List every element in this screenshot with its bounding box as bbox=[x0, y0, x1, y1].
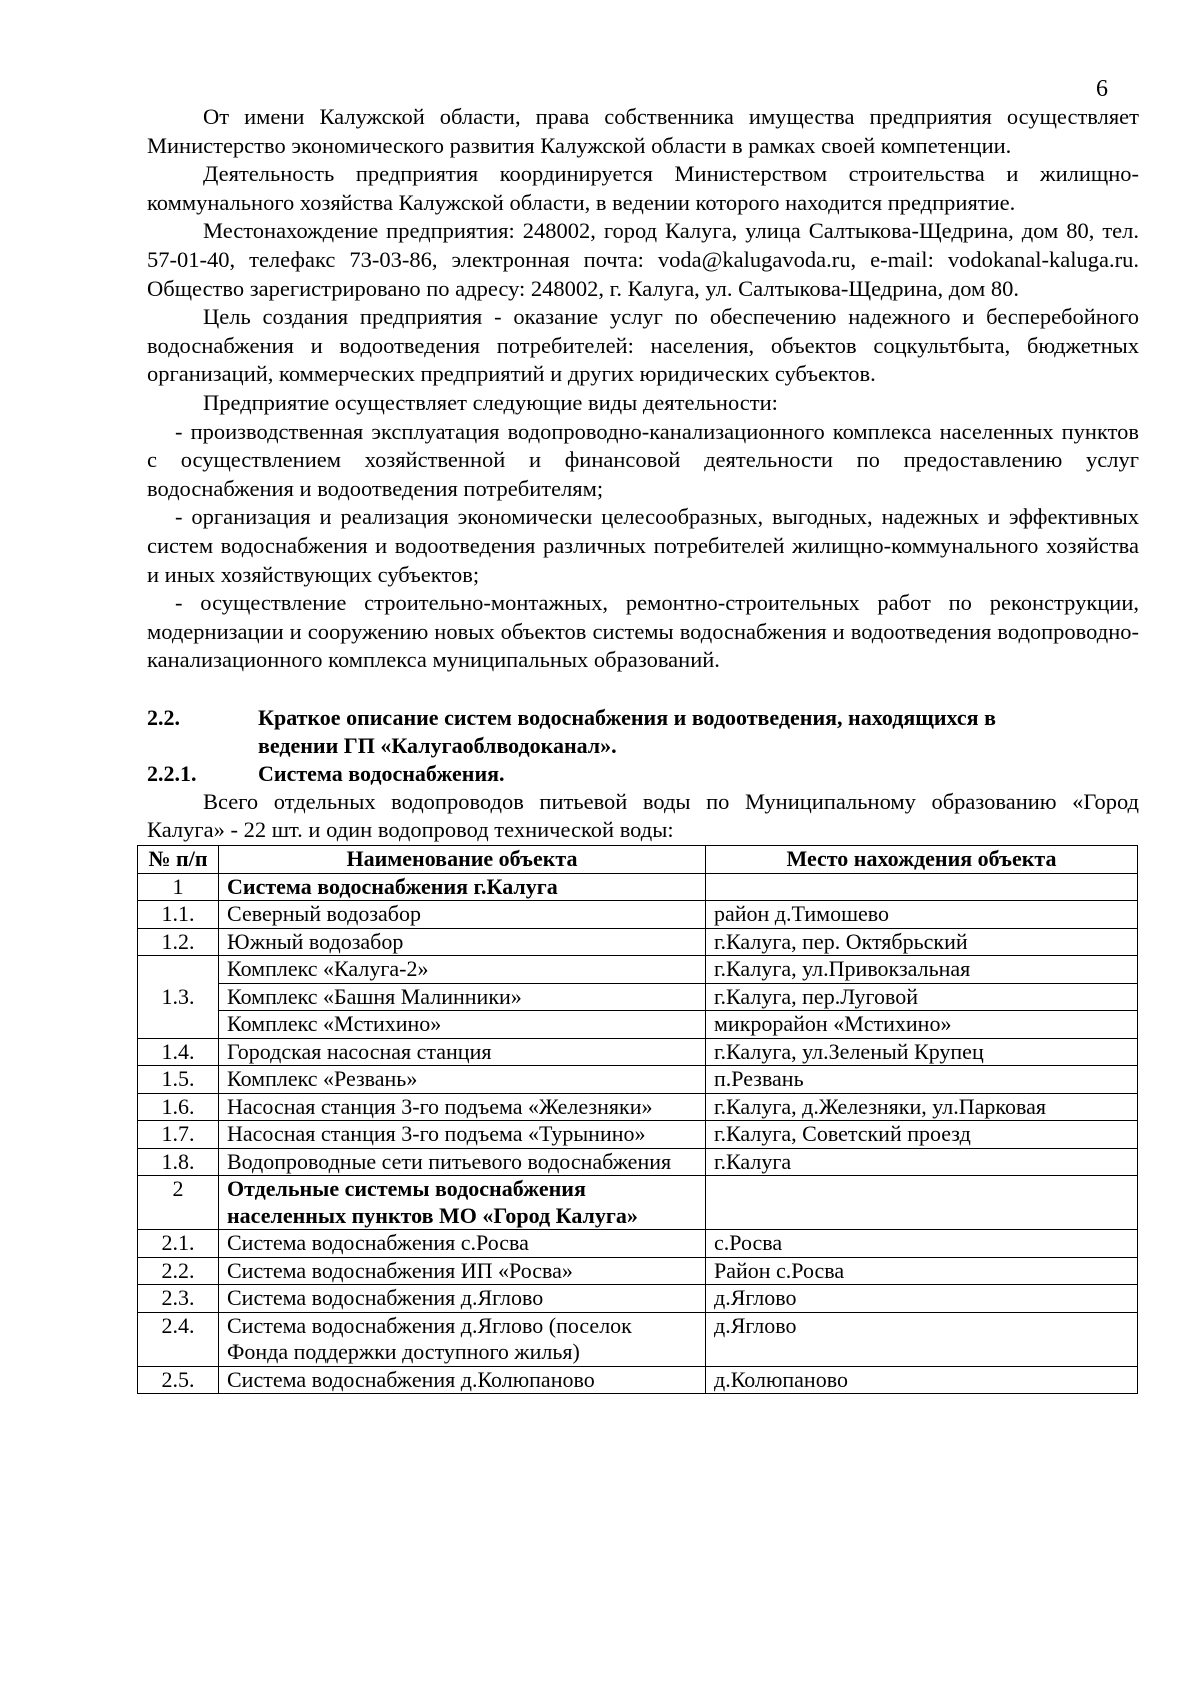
activity-item: - организация и реализация экономически целесообразных, выгодных, надежных и эффективных систем водоснабжения и водоотведения различных потребителей жилищно-коммунального хозяйства и иных хозяйствующих субъектов; bbox=[147, 504, 1139, 587]
header-number: № п/п bbox=[138, 846, 219, 874]
row-number: 1.1. bbox=[138, 901, 219, 929]
activity-item: - производственная эксплуатация водопроводно-канализационного комплекса населенных пунктов с осуществлением хозяйственной и финансовой деятельности по предоставлению услуг водоснабжения и водоотведения потребителям; bbox=[147, 418, 1139, 501]
row-name: Водопроводные сети питьевого водоснабжения bbox=[219, 1148, 706, 1176]
row-number: 2.5. bbox=[138, 1366, 219, 1394]
row-name: Комплекс «Калуга-2» bbox=[219, 956, 706, 984]
table-row bbox=[138, 1093, 1138, 1121]
table-row bbox=[138, 1257, 1138, 1285]
row-place: п.Резвань bbox=[706, 1066, 1138, 1094]
row-number: 1 bbox=[138, 873, 219, 901]
table-intro: Всего отдельных водопроводов питьевой воды по Муниципальному образованию «Город Калуга» - 22 шт. и один водопровод технической воды: bbox=[147, 788, 1139, 843]
row-name: Система водоснабжения с.Росва bbox=[219, 1230, 706, 1258]
row-place: г.Калуга, пер. Октябрьский bbox=[706, 928, 1138, 956]
row-name: Южный водозабор bbox=[219, 928, 706, 956]
row-place: г.Калуга, ул.Зеленый Крупец bbox=[706, 1038, 1138, 1066]
row-place: г.Калуга, ул.Привокзальная bbox=[706, 956, 1138, 984]
paragraph-owner: От имени Калужской области, права собственника имущества предприятия осуществляет Министерство экономического развития Калужской области в рамках своей компетенции. bbox=[147, 104, 1139, 158]
row-number: 1.3. bbox=[138, 956, 219, 1039]
table-row bbox=[138, 1148, 1138, 1176]
table-row bbox=[138, 1230, 1138, 1258]
row-place: г.Калуга, Советский проезд bbox=[706, 1121, 1138, 1149]
section-2-2-heading bbox=[147, 704, 1139, 788]
table-row bbox=[138, 1176, 1138, 1230]
table-row bbox=[138, 901, 1138, 929]
row-number: 1.4. bbox=[138, 1038, 219, 1066]
row-number: 1.8. bbox=[138, 1148, 219, 1176]
section-title-line: ведении ГП «Калугаоблводоканал». bbox=[258, 732, 617, 758]
table-row bbox=[138, 1312, 1138, 1366]
subsection-number: 2.2.1. bbox=[147, 760, 197, 786]
row-place: г.Калуга, д.Железняки, ул.Парковая bbox=[706, 1093, 1138, 1121]
row-name: Система водоснабжения д.Яглово (поселок Фонда поддержки доступного жилья) bbox=[219, 1312, 706, 1366]
paragraph-location: Местонахождение предприятия: 248002, город Калуга, улица Салтыкова-Щедрина, дом 80, тел. 57-01-40, телефакс 73-03-86, электронная почта: voda@kalugavoda.ru, e-mail: vodokanal-kaluga.ru. Общество зарегистрировано по адресу: 248002, г. Калуга, ул. Салтыкова-Щедрина, дом 80. bbox=[147, 218, 1139, 301]
header-name: Наименование объекта bbox=[219, 846, 706, 874]
row-name: Насосная станция 3-го подъема «Железняки» bbox=[219, 1093, 706, 1121]
activity-item: - осуществление строительно-монтажных, ремонтно-строительных работ по реконструкции, модернизации и сооружению новых объектов системы водоснабжения и водоотведения водопроводно-канализационного комплекса муниципальных образований. bbox=[147, 590, 1139, 673]
row-name: Северный водозабор bbox=[219, 901, 706, 929]
row-place bbox=[706, 873, 1138, 901]
row-place: район д.Тимошево bbox=[706, 901, 1138, 929]
row-name: Система водоснабжения д.Яглово bbox=[219, 1285, 706, 1313]
row-name: Комплекс «Башня Малинники» bbox=[219, 983, 706, 1011]
row-name: Насосная станция 3-го подъема «Турынино» bbox=[219, 1121, 706, 1149]
header-place: Место нахождения объекта bbox=[706, 846, 1138, 874]
paragraph-purpose: Цель создания предприятия - оказание услуг по обеспечению надежного и бесперебойного водоснабжения и водоотведения потребителей: населения, объектов соцкультбыта, бюджетных организаций, коммерческих предприятий и других юридических субъектов. bbox=[147, 304, 1139, 387]
subsection-title: Система водоснабжения. bbox=[258, 760, 505, 786]
document-body bbox=[147, 103, 1139, 1394]
row-number: 2.2. bbox=[138, 1257, 219, 1285]
row-name: Система водоснабжения ИП «Росва» bbox=[219, 1257, 706, 1285]
table-header-row bbox=[138, 846, 1138, 874]
table-row bbox=[138, 1285, 1138, 1313]
page-number: 6 bbox=[1096, 76, 1108, 102]
row-name: Система водоснабжения г.Калуга bbox=[219, 873, 706, 901]
row-name: Комплекс «Резвань» bbox=[219, 1066, 706, 1094]
row-place: Район с.Росва bbox=[706, 1257, 1138, 1285]
row-number: 2.3. bbox=[138, 1285, 219, 1313]
row-place: д.Яглово bbox=[706, 1285, 1138, 1313]
row-name: Городская насосная станция bbox=[219, 1038, 706, 1066]
water-supply-table bbox=[137, 845, 1138, 1394]
row-place: д.Колюпаново bbox=[706, 1366, 1138, 1394]
row-number: 2.4. bbox=[138, 1312, 219, 1366]
row-place bbox=[706, 1176, 1138, 1230]
table-row bbox=[138, 983, 1138, 1011]
row-number: 1.5. bbox=[138, 1066, 219, 1094]
table-row bbox=[138, 1038, 1138, 1066]
row-name: Отдельные системы водоснабжения населенных пунктов МО «Город Калуга» bbox=[219, 1176, 706, 1230]
row-number: 2 bbox=[138, 1176, 219, 1230]
section-title bbox=[258, 704, 996, 760]
paragraph-activities-intro: Предприятие осуществляет следующие виды деятельности: bbox=[203, 389, 778, 415]
table-row bbox=[138, 873, 1138, 901]
row-number: 1.7. bbox=[138, 1121, 219, 1149]
row-place: г.Калуга, пер.Луговой bbox=[706, 983, 1138, 1011]
table-row bbox=[138, 1121, 1138, 1149]
row-name: Система водоснабжения д.Колюпаново bbox=[219, 1366, 706, 1394]
paragraph-coordination: Деятельность предприятия координируется Министерством строительства и жилищно-коммунального хозяйства Калужской области, в ведении которого находится предприятие. bbox=[147, 161, 1139, 215]
row-name: Комплекс «Мстихино» bbox=[219, 1011, 706, 1039]
table-row bbox=[138, 1066, 1138, 1094]
table-row bbox=[138, 1011, 1138, 1039]
row-number: 1.2. bbox=[138, 928, 219, 956]
row-place: д.Яглово bbox=[706, 1312, 1138, 1366]
row-place: г.Калуга bbox=[706, 1148, 1138, 1176]
section-title-line: Краткое описание систем водоснабжения и водоотведения, находящихся в bbox=[258, 704, 996, 730]
row-number: 2.1. bbox=[138, 1230, 219, 1258]
row-place: микрорайон «Мстихино» bbox=[706, 1011, 1138, 1039]
table-row bbox=[138, 928, 1138, 956]
section-number: 2.2. bbox=[147, 704, 180, 730]
row-number: 1.6. bbox=[138, 1093, 219, 1121]
table-row bbox=[138, 956, 1138, 984]
table-row bbox=[138, 1366, 1138, 1394]
row-place: с.Росва bbox=[706, 1230, 1138, 1258]
